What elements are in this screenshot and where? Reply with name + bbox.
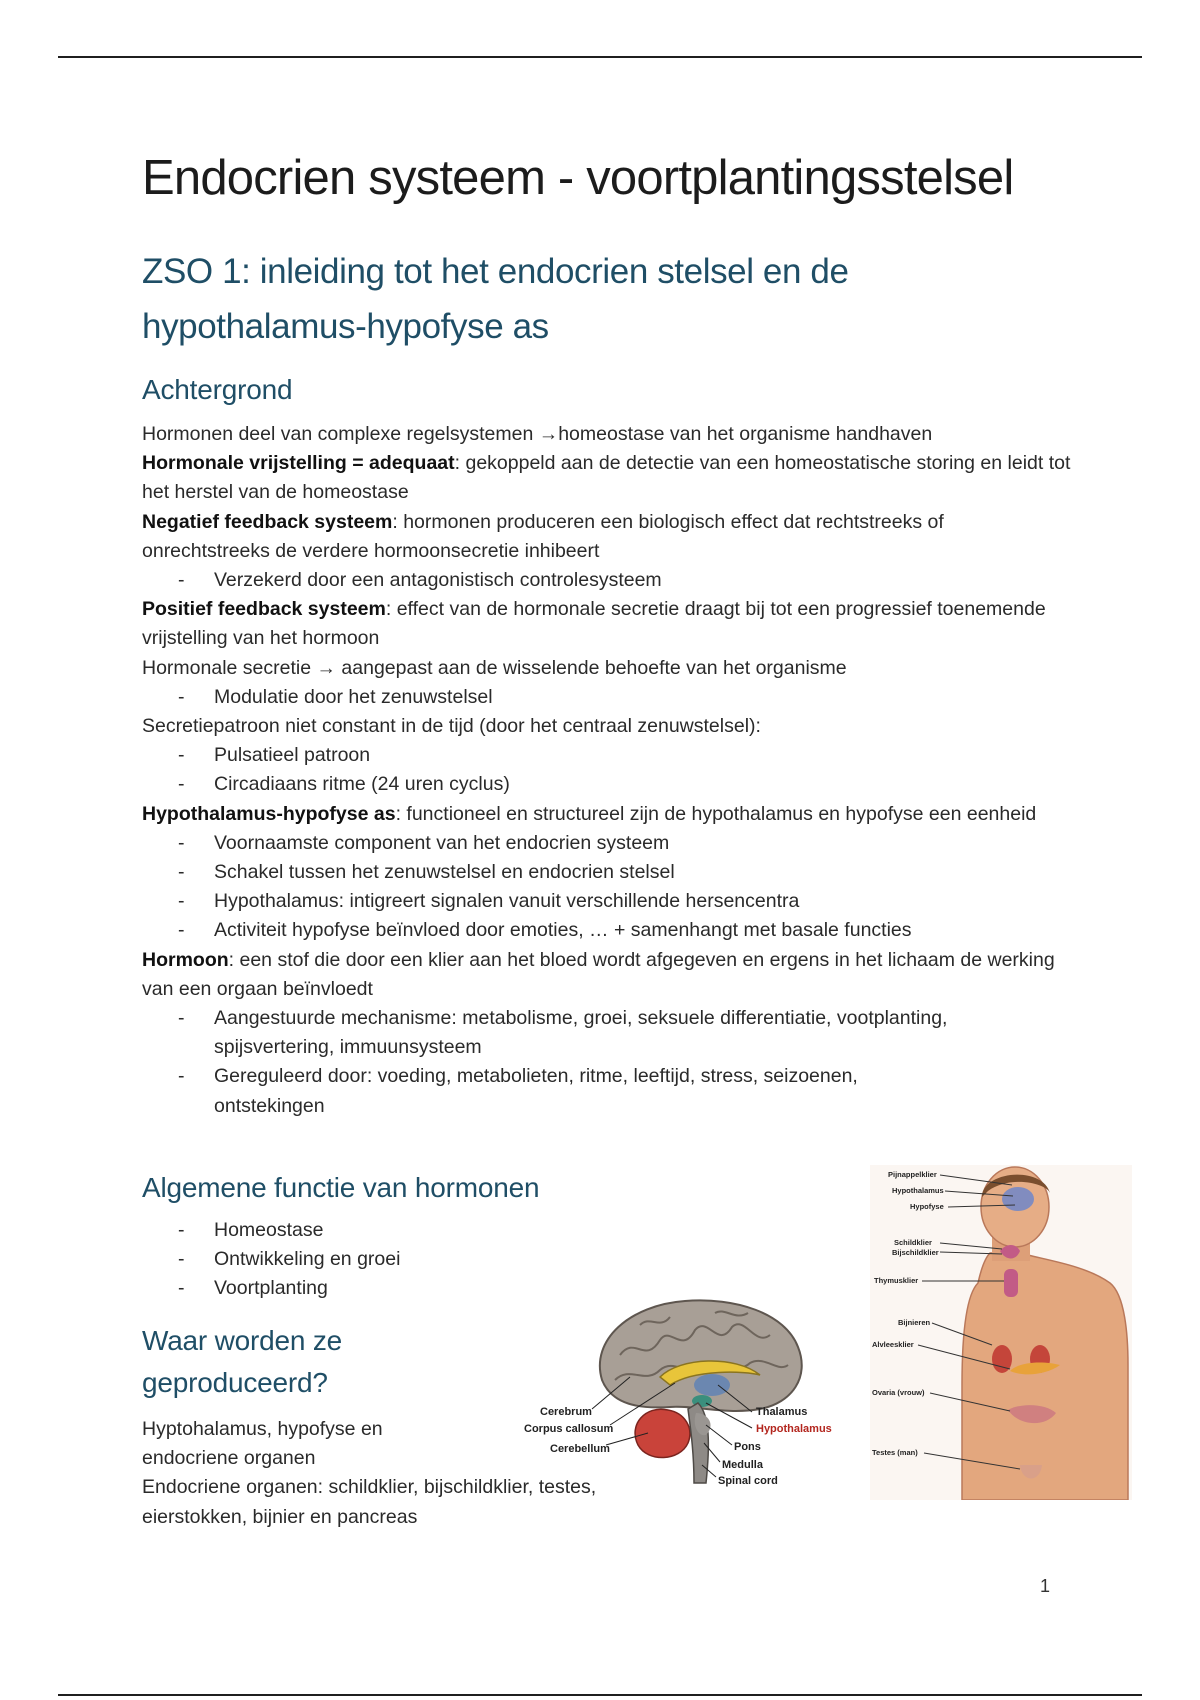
page-number: 1 — [1040, 1576, 1051, 1596]
list-item: - Aangestuurde mechanisme: metabolisme, groei, seksuele differentiatie, vootplanting, spijsvertering, immuunsysteem — [214, 1004, 962, 1062]
label-cerebrum: Cerebrum — [540, 1406, 592, 1418]
algemene-functie-body — [142, 1216, 542, 1304]
thalamus-shape — [694, 1374, 730, 1396]
label-bijnieren: Bijnieren — [898, 1318, 931, 1327]
list-item: - Voornaamste component van het endocrien systeem — [214, 829, 1072, 858]
bullet-list — [142, 741, 1072, 799]
bottom-rule — [58, 1694, 1142, 1696]
term: Positief feedback systeem — [142, 598, 386, 621]
list-item: - Activiteit hypofyse beïnvloed door emoties, … + samenhangt met basale functies — [214, 916, 1072, 945]
achtergrond-body — [142, 420, 1072, 1121]
paragraph: Endocriene organen: schildklier, bijschildklier, testes, eierstokken, bijnier en pancreas — [142, 1476, 597, 1528]
list-item: - Ontwikkeling en groei — [214, 1245, 542, 1274]
cerebrum-shape — [600, 1300, 802, 1411]
label-schildklier: Schildklier — [894, 1238, 932, 1247]
list-item: - Hypothalamus: intigreert signalen vanuit verschillende hersencentra — [214, 887, 1072, 916]
list-item: - Homeostase — [214, 1216, 542, 1245]
label-ovaria: Ovaria (vrouw) — [872, 1388, 925, 1397]
list-item: - Schakel tussen het zenuwstelsel en endocrien stelsel — [214, 858, 1072, 887]
list-item: - Voortplanting — [214, 1274, 542, 1303]
torso-shape — [962, 1253, 1128, 1500]
subheading-achtergrond: Achtergrond — [142, 374, 293, 405]
label-thymusklier: Thymusklier — [874, 1276, 919, 1285]
label-spinal-cord: Spinal cord — [718, 1475, 778, 1487]
section-heading-zso1: ZSO 1: inleiding tot het endocrien stelsel en de hypothalamus-hypofyse as — [142, 252, 849, 346]
term: Hormonale vrijstelling = adequaat — [142, 452, 455, 475]
label-bijschildklier: Bijschildklier — [892, 1248, 939, 1257]
label-hypofyse: Hypofyse — [910, 1202, 944, 1211]
label-medulla: Medulla — [722, 1459, 763, 1471]
label-alvleesklier: Alvleesklier — [872, 1340, 914, 1349]
bullet-list — [142, 1004, 1072, 1121]
bullet-list — [142, 566, 1072, 595]
label-body-hypothalamus: Hypothalamus — [892, 1186, 944, 1195]
paragraph: Hormoon: een stof die door een klier aan het bloed wordt afgegeven en ergens in het lichaam de werking van een orgaan beïnvloedt — [142, 948, 1055, 1000]
subheading-algemene-functie: Algemene functie van hormonen — [142, 1172, 540, 1203]
paragraph: Negatief feedback systeem: hormonen produceren een biologisch effect dat rechtstreeks of onrechtstreeks de verdere hormoonsecretie inhibeert — [142, 510, 944, 562]
paragraph: Hormonale vrijstelling = adequaat: gekoppeld aan de detectie van een homeostatische storing en leidt tot het herstel van de homeostase — [142, 452, 1071, 504]
paragraph: Secretiepatroon niet constant in de tijd (door het centraal zenuwstelsel): — [142, 715, 761, 738]
label-cerebellum: Cerebellum — [550, 1443, 610, 1455]
brain-region — [1002, 1187, 1034, 1211]
endocrine-body-illustration — [870, 1165, 1132, 1500]
label-corpus-callosum: Corpus callosum — [524, 1423, 614, 1435]
paragraph: Hypothalamus-hypofyse as: functioneel en structureel zijn de hypothalamus en hypofyse een eenheid — [142, 802, 1037, 825]
body-svg — [870, 1165, 1132, 1500]
list-item: - Modulatie door het zenuwstelsel — [214, 683, 1072, 712]
paragraph: Hormonen deel van complexe regelsystemen →homeostase van het organisme handhaven — [142, 423, 933, 445]
brain-illustration — [520, 1285, 860, 1495]
list-item: - Circadiaans ritme (24 uren cyclus) — [214, 770, 1072, 799]
paragraph: Positief feedback systeem: effect van de hormonale secretie draagt bij tot een progressief toenemende vrijstelling van het hormoon — [142, 598, 1046, 650]
bullet-list — [142, 1216, 542, 1304]
top-rule — [58, 56, 1142, 58]
term: Negatief feedback systeem — [142, 510, 393, 533]
document-title: Endocrien systeem - voortplantingsstelsel — [142, 151, 1014, 205]
list-item: - Gereguleerd door: voeding, metabolieten, ritme, leeftijd, stress, seizoenen, ontstekingen — [214, 1062, 962, 1120]
bullet-list — [142, 829, 1072, 946]
label-pijnappelklier: Pijnappelklier — [888, 1170, 937, 1179]
label-testes: Testes (man) — [872, 1448, 918, 1457]
paragraph: Hormonale secretie → aangepast aan de wisselende behoefte van het organisme — [142, 656, 847, 679]
thymus-shape — [1004, 1269, 1018, 1297]
label-hypothalamus: Hypothalamus — [756, 1423, 832, 1435]
term: Hypothalamus-hypofyse as — [142, 802, 396, 825]
bullet-list — [142, 683, 1072, 712]
label-thalamus: Thalamus — [756, 1406, 808, 1418]
paragraph: Hyptohalamus, hypofyse en endocriene organen — [142, 1418, 383, 1470]
label-pons: Pons — [734, 1441, 761, 1453]
term: Hormoon — [142, 948, 229, 971]
cerebellum-shape — [635, 1409, 690, 1457]
list-item: - Pulsatieel patroon — [214, 741, 1072, 770]
list-item: - Verzekerd door een antagonistisch controlesysteem — [214, 566, 1072, 595]
brain-svg — [520, 1285, 860, 1495]
subheading-waar-geproduceerd: Waar worden ze geproduceerd? — [142, 1325, 343, 1398]
